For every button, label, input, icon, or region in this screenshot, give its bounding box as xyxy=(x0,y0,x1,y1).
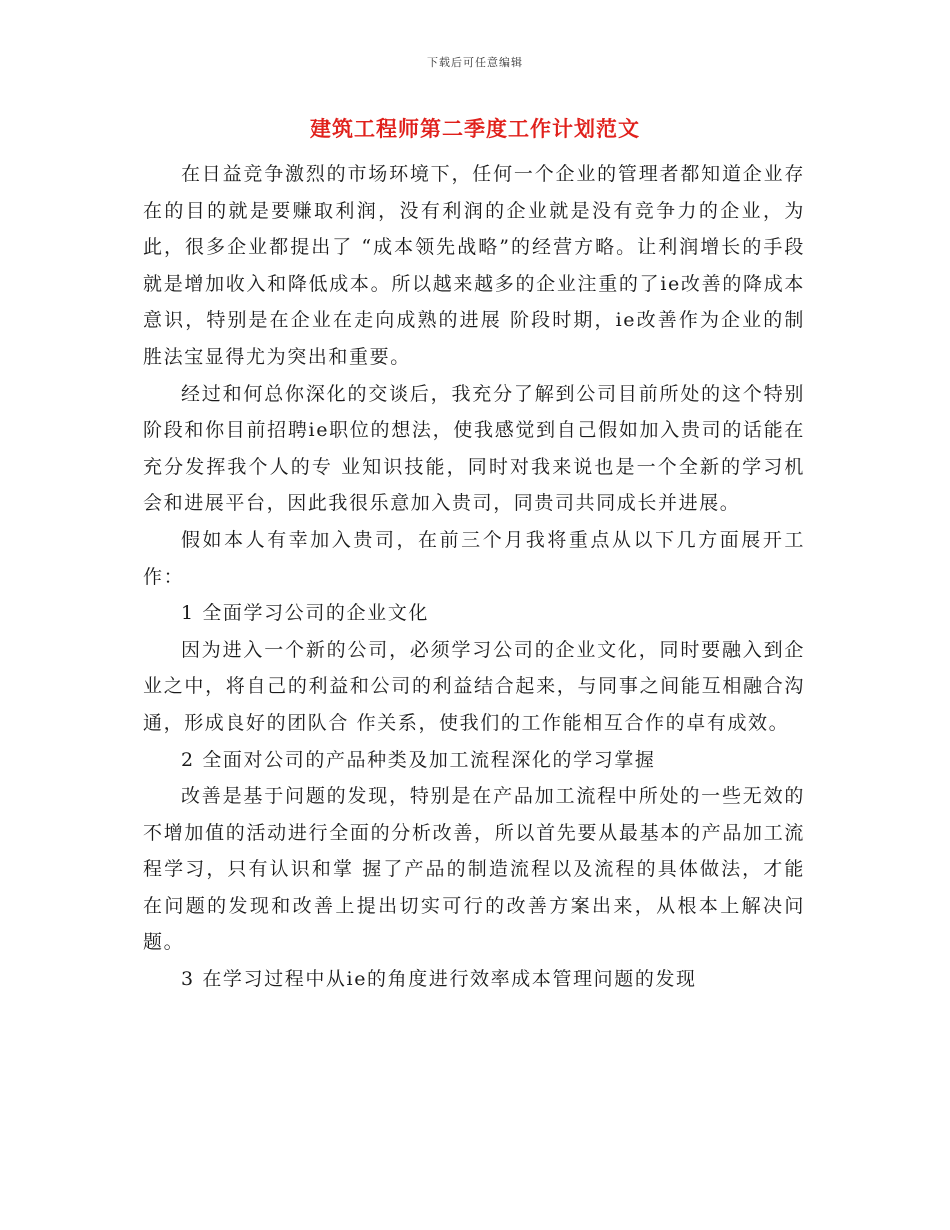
document-body xyxy=(143,156,805,998)
paragraph-discussion: 经过和何总你深化的交谈后，我充分了解到公司目前所处的这个特别阶段和你目前招聘ie职位的想法，使我感觉到自己假如加入贵司的话能在充分发挥我个人的专 业知识技能，同时对我来说也是一个全新的学习机会和进展平台，因此我很乐意加入贵司，同贵司共同成长并进展。 xyxy=(143,382,805,515)
heading-item-3: 3 在学习过程中从ie的角度进行效率成本管理问题的发现 xyxy=(181,968,697,991)
page-header: 下载后可任意编辑 xyxy=(427,56,523,69)
heading-item-2: 2 全面对公司的产品种类及加工流程深化的学习掌握 xyxy=(181,748,656,771)
document-title: 建筑工程师第二季度工作计划范文 xyxy=(310,116,640,141)
paragraph-item-1: 因为进入一个新的公司，必须学习公司的企业文化，同时要融入到企业之中，将自己的利益和公司的利益结合起来，与同事之间能互相融合沟通，形成良好的团队合 作关系，使我们的工作能相互合作的卓有成效。 xyxy=(143,638,805,734)
paragraph-item-2: 改善是基于问题的发现，特别是在产品加工流程中所处的一些无效的不增加值的活动进行全面的分析改善，所以首先要从最基本的产品加工流程学习，只有认识和掌 握了产品的制造流程以及流程的具体做法，才能在问题的发现和改善上提出切实可行的改善方案出来，从根本上解决问题。 xyxy=(143,785,805,954)
paragraph-intro: 在日益竞争激烈的市场环境下，任何一个企业的管理者都知道企业存在的目的就是要赚取利润，没有利润的企业就是没有竞争力的企业，为此，很多企业都提出了 “成本领先战略”的经营方略。让利润增长的手段就是增加收入和降低成本。所以越来越多的企业注重的了ie改善的降成本意识，特别是在企业在走向成熟的进展 阶段时期，ie改善作为企业的制胜法宝显得尤为突出和重要。 xyxy=(143,163,805,368)
heading-item-1: 1 全面学习公司的企业文化 xyxy=(181,602,429,625)
paragraph-plan-lead: 假如本人有幸加入贵司，在前三个月我将重点从以下几方面展开工作： xyxy=(143,528,805,588)
